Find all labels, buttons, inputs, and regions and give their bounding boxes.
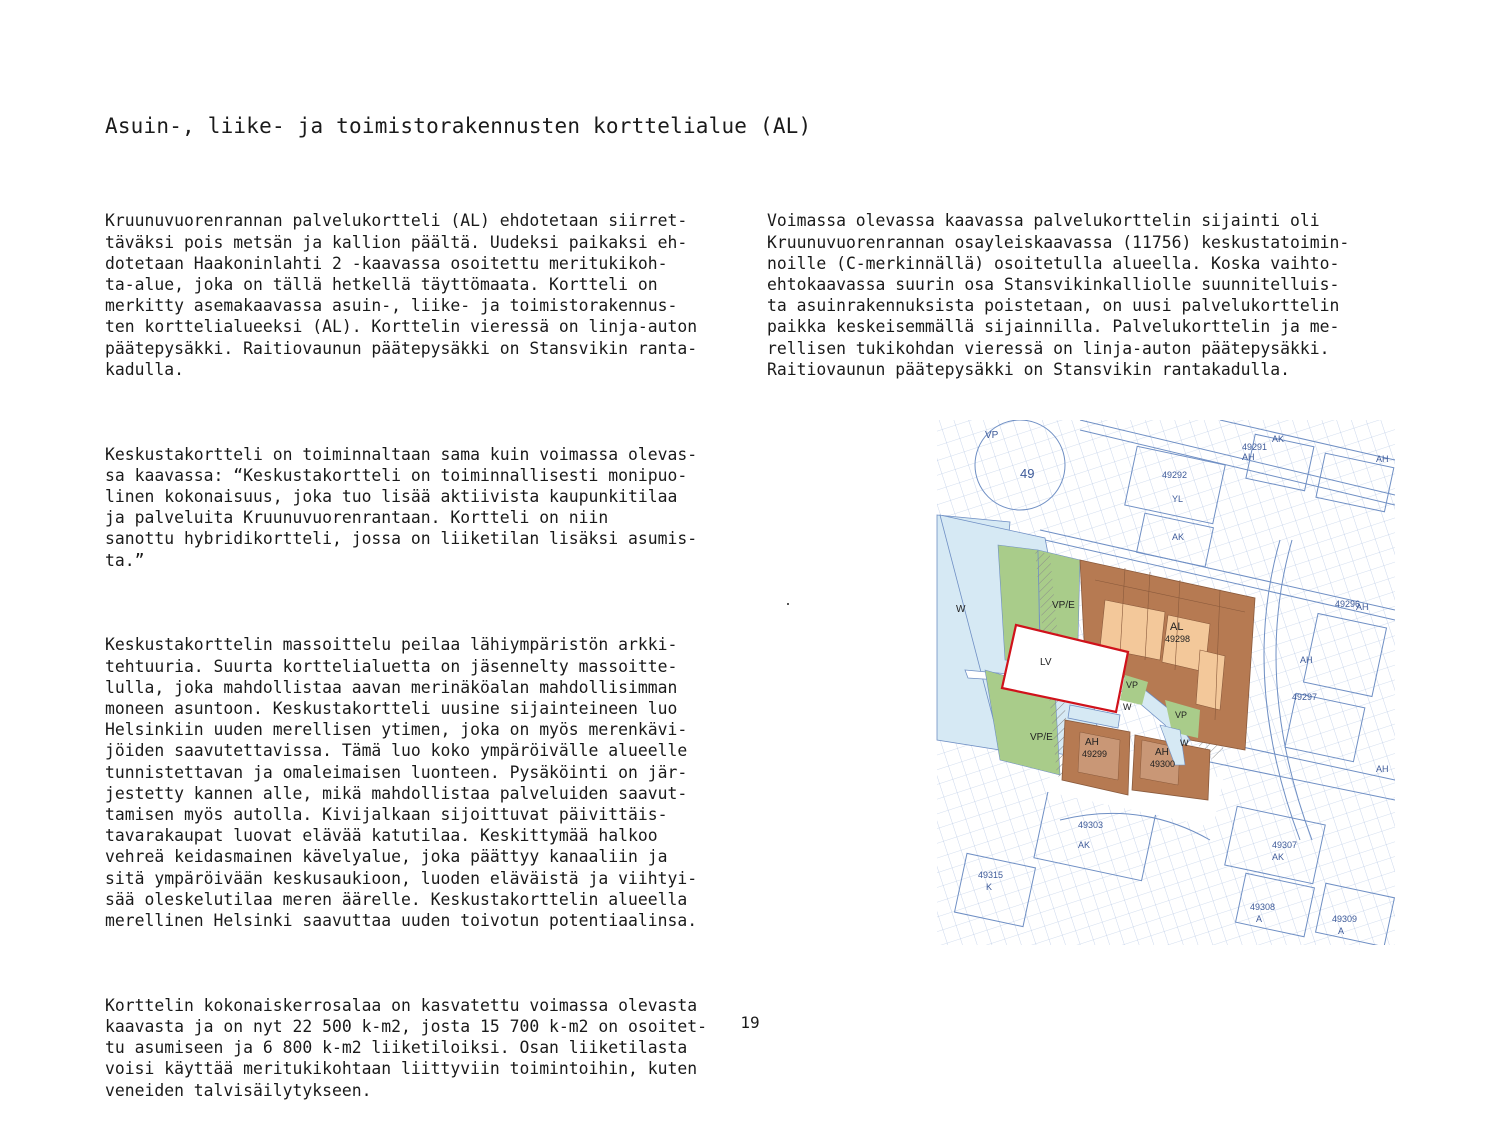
label-ak-303: AK <box>1078 840 1091 850</box>
label-vp-top: VP <box>985 430 999 441</box>
label-ah-edge-2: AH <box>1376 764 1389 774</box>
label-al: AL <box>1170 621 1184 633</box>
label-vp-small-1: VP <box>1126 680 1139 690</box>
label-b49307: 49307 <box>1272 840 1298 850</box>
label-ak-top-right: AK <box>1272 434 1285 444</box>
label-al-number: 49298 <box>1165 634 1191 644</box>
page-title: Asuin-, liike- ja toimistorakennusten korttelialue (AL) <box>105 114 812 138</box>
page-number: 19 <box>740 1013 760 1032</box>
label-w-small-2: W <box>1180 738 1189 748</box>
label-vpe-lower: VP/E <box>1030 732 1053 743</box>
right-paragraph-1: Voimassa olevassa kaavassa palvelukorttelin sijainti oli Kruunuvuorenrannan osayleiskaavassa (11756) keskustatoimin- noille (C-merkinnällä) osoitetulla alueella. Koska vaihto- ehtokaavassa suurin osa Stansvikinkalliolle suunnitelluis- ta asuinrakennuksista poistetaan, on uusi palvelukorttelin paikka keskeisemmällä sijainnilla. Palvelukorttelin ja me- rellisen tukikohdan vieressä on linja-auton päätepysäkki. Raitiovaunun päätepysäkki on Stansvikin rantakadulla. <box>767 211 1350 379</box>
label-a-309: A <box>1338 926 1345 936</box>
label-ah-top-right: AH <box>1242 452 1255 462</box>
label-ah-296: AH <box>1356 602 1369 612</box>
label-ah-right: AH <box>1155 747 1169 758</box>
label-ak-top: AK <box>1172 532 1185 542</box>
label-block-49: 49 <box>1020 466 1035 481</box>
label-ah-left-number: 49299 <box>1082 749 1108 759</box>
zoning-map <box>880 420 1395 945</box>
stray-dot <box>787 603 789 605</box>
label-ah-edge: AH <box>1376 454 1389 464</box>
label-ah-left: AH <box>1085 737 1099 748</box>
label-b49292: 49292 <box>1162 470 1188 480</box>
al-commercial-3 <box>1196 650 1225 710</box>
label-b49291: 49291 <box>1242 442 1268 452</box>
label-w-water: W <box>956 604 966 615</box>
left-paragraph-3: Keskustakorttelin massoittelu peilaa lähiympäristön arkki- tehtuuria. Suurta korttelialuetta on jäsennelty massoitte- lulla, joka mahdollistaa aavan merinäköalan mahdollisimman moneen asuntoon. Keskustakortteli uusine sijainteineen luo Helsinkiin uuden merellisen ytimen, joka on myös merenkävi- jöiden saavutettavissa. Tämä luo koko ympäröivälle alueelle tunnistettavan ja omaleimaisen luonteen. Pysäköinti on jär- jestetty kannen alle, mikä mahdollistaa palveluiden saavut- tamisen myös autolla. Kivijalkaan sijoittuvat päivittäis- tavarakaupat luovat elävää katutilaa. Keskittymää halkoo vehreä keidasmainen kävelyalue, joka päättyy kanaaliin ja sitä ympäröivään keskusaukioon, luoden eläväistä ja viihtyi- sää oleskelutilaa meren äärelle. Keskustakorttelin alueella merellinen Helsinki saavuttaa uuden toivotun potentiaalinsa. <box>105 635 698 931</box>
label-b49296: 49296 <box>1335 599 1361 609</box>
label-ah-297: AH <box>1300 655 1313 665</box>
right-text-column <box>767 168 1349 422</box>
label-a-308: A <box>1256 914 1263 924</box>
label-k-315: K <box>986 882 993 892</box>
left-paragraph-2: Keskustakortteli on toiminnaltaan sama kuin voimassa olevas- sa kaavassa: “Keskustakortteli on toiminnallisesti monipuo- linen kokonaisuus, joka tuo lisää aktiivista kaupunkitilaa ja palveluita Kruunuvuorenrantaan. Kortteli on niin sanottu hybridikortteli, jossa on liiketilan lisäksi asumis- ta.” <box>105 444 698 570</box>
label-ah-right-number: 49300 <box>1150 759 1176 769</box>
left-paragraph-4: Korttelin kokonaiskerrosalaa on kasvatettu voimassa olevasta kaavasta ja on nyt 22 500 k-m2, josta 15 700 k-m2 on osoitet- tu asumiseen ja 6 800 k-m2 liiketiloiksi. Osan liiketilasta voisi käyttää meritukikohtaan liittyviin toimintoihin, kuten veneiden talvisäilytykseen. <box>105 995 707 1100</box>
label-yl: YL <box>1172 494 1184 504</box>
label-b49315: 49315 <box>978 870 1004 880</box>
label-b49297: 49297 <box>1292 692 1318 702</box>
left-text-column <box>105 168 707 1143</box>
label-ak-307: AK <box>1272 852 1285 862</box>
label-w-small-1: W <box>1123 702 1132 712</box>
label-vp-small-2: VP <box>1175 710 1188 720</box>
left-paragraph-1: Kruunuvuorenrannan palvelukortteli (AL) ehdotetaan siirret- täväksi pois metsän ja kallion päältä. Uudeksi paikaksi eh- dotetaan Haakoninlahti 2 -kaavassa osoitettu meritukikoh- ta-alue, joka on tällä hetkellä täyttömaata. Kortteli on merkitty asemakaavassa asuin-, liike- ja toimistorakennus- ten korttelialueeksi (AL). Korttelin vieressä on linja-auton päätepysäkki. Raitiovaunun päätepysäkki on Stansvikin ranta- kadulla. <box>105 211 698 379</box>
label-vpe-upper: VP/E <box>1052 600 1075 611</box>
label-b49309: 49309 <box>1332 914 1358 924</box>
label-b49303: 49303 <box>1078 820 1104 830</box>
label-b49308: 49308 <box>1250 902 1276 912</box>
label-lv: LV <box>1040 657 1052 668</box>
